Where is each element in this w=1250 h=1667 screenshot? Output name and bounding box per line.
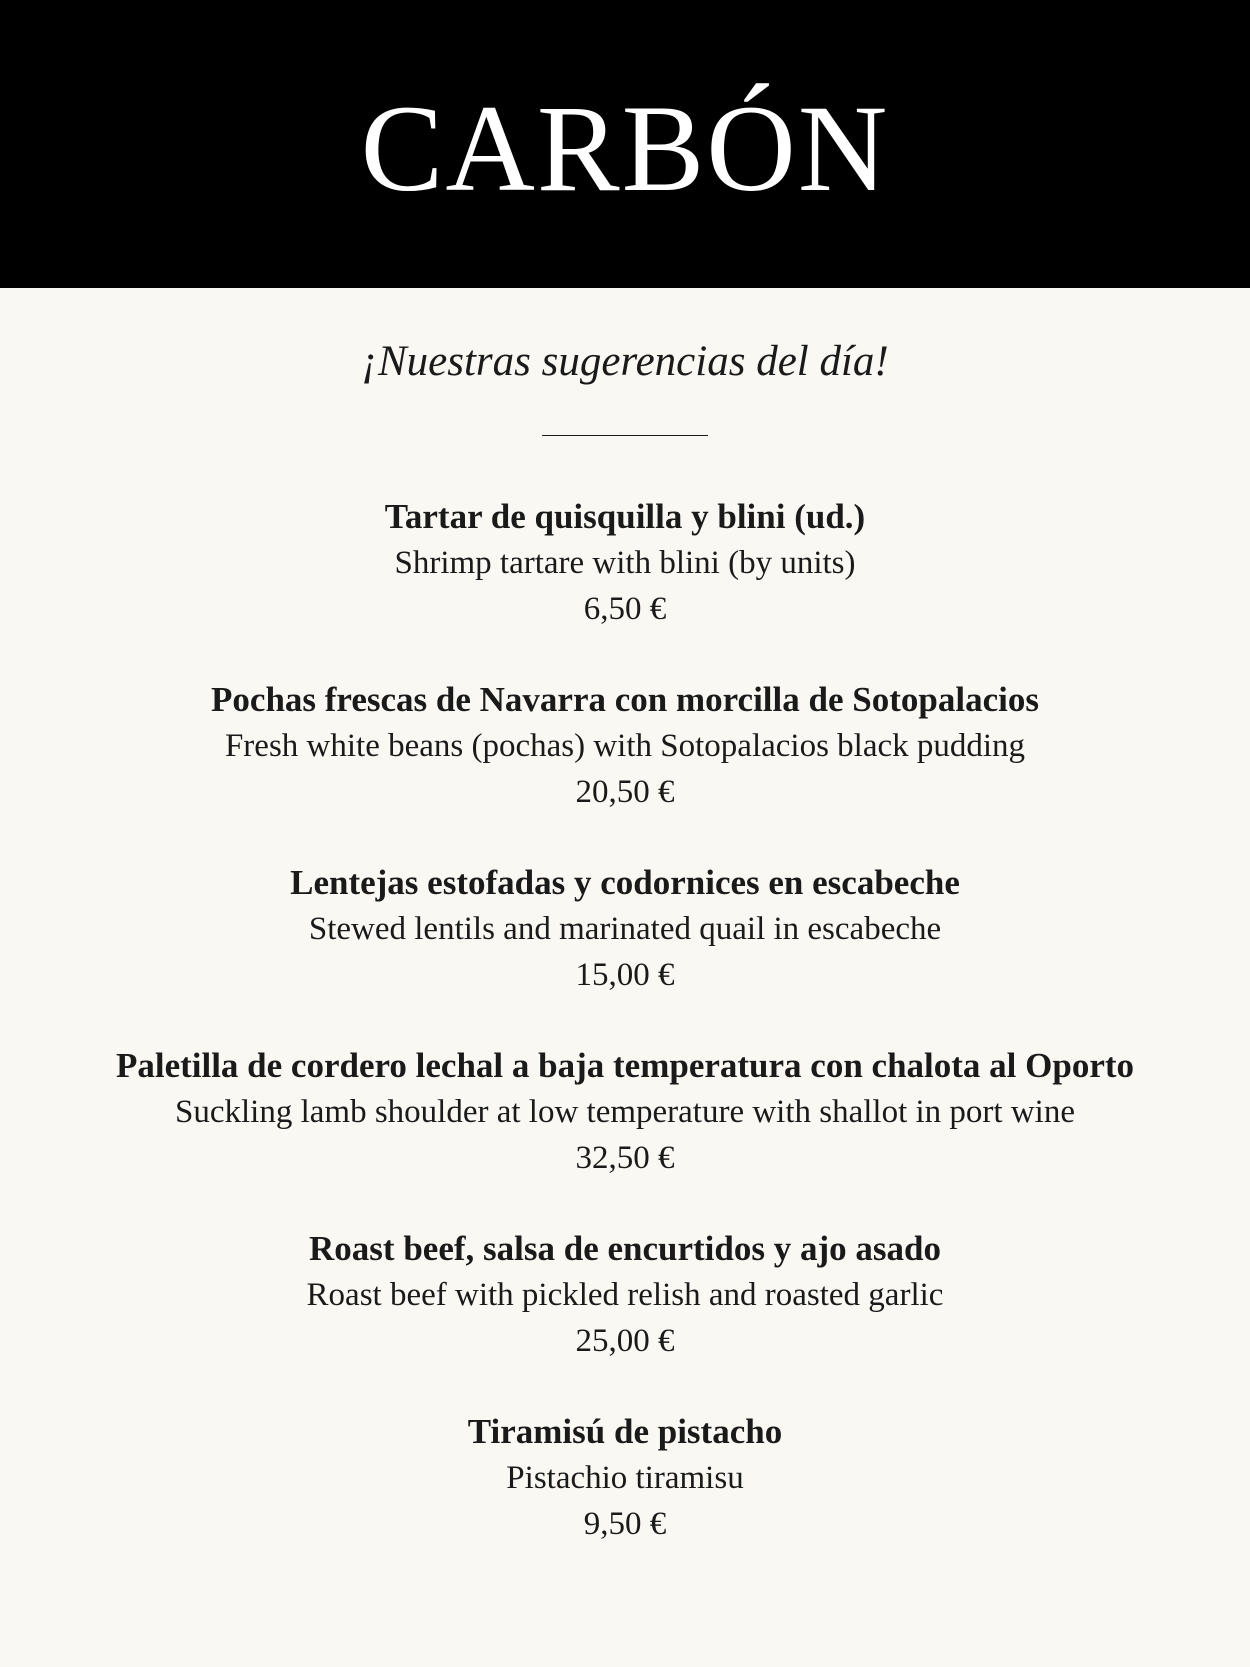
dish-price: 20,50 € bbox=[575, 774, 675, 811]
dish-name: Roast beef, salsa de encurtidos y ajo asado bbox=[309, 1229, 941, 1269]
page-subtitle: ¡Nuestras sugerencias del día! bbox=[361, 338, 889, 385]
dish-description: Shrimp tartare with blini (by units) bbox=[394, 545, 856, 582]
dish-name: Lentejas estofadas y codornices en escabeche bbox=[290, 863, 960, 903]
divider bbox=[542, 435, 708, 436]
menu-item bbox=[0, 494, 1250, 677]
dish-price: 25,00 € bbox=[575, 1323, 675, 1360]
dish-description: Stewed lentils and marinated quail in escabeche bbox=[308, 911, 942, 948]
dish-price: 9,50 € bbox=[583, 1506, 667, 1543]
menu-list bbox=[0, 494, 1250, 1592]
header-banner bbox=[0, 0, 1250, 288]
dish-price: 6,50 € bbox=[583, 591, 667, 628]
dish-price: 15,00 € bbox=[575, 957, 675, 994]
dish-name: Tartar de quisquilla y blini (ud.) bbox=[384, 497, 866, 537]
dish-name: Tiramisú de pistacho bbox=[467, 1412, 783, 1452]
dish-price: 32,50 € bbox=[575, 1140, 675, 1177]
menu-item bbox=[0, 1226, 1250, 1409]
menu-item bbox=[0, 677, 1250, 860]
dish-name: Pochas frescas de Navarra con morcilla de Sotopalacios bbox=[211, 680, 1039, 720]
dish-description: Suckling lamb shoulder at low temperature with shallot in port wine bbox=[175, 1094, 1075, 1131]
menu-item bbox=[0, 860, 1250, 1043]
dish-description: Pistachio tiramisu bbox=[506, 1460, 744, 1497]
dish-description: Roast beef with pickled relish and roasted garlic bbox=[306, 1277, 944, 1314]
dish-name: Paletilla de cordero lechal a baja temperatura con chalota al Oporto bbox=[115, 1046, 1135, 1086]
restaurant-logo: CARBÓN bbox=[360, 80, 890, 217]
menu-item bbox=[0, 1043, 1250, 1226]
dish-description: Fresh white beans (pochas) with Sotopalacios black pudding bbox=[224, 728, 1026, 765]
menu-item bbox=[0, 1409, 1250, 1592]
